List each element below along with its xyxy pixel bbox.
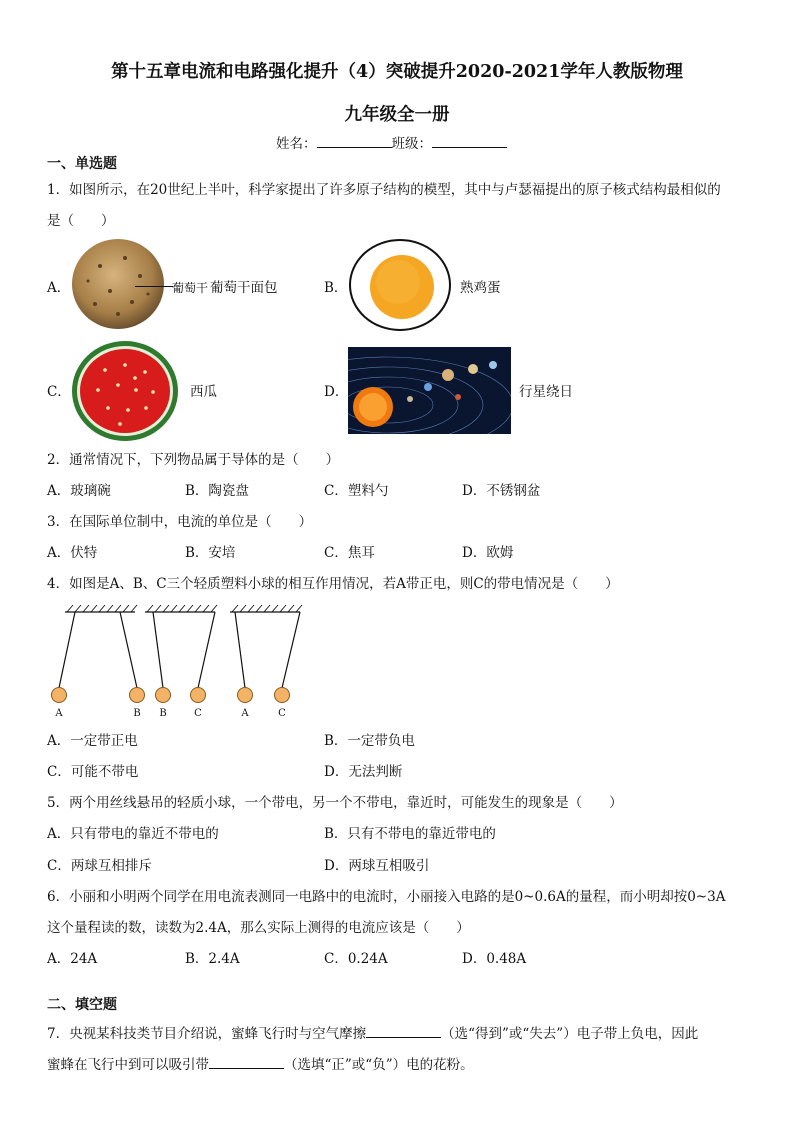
q4-option-c[interactable]: C．可能不带电	[47, 764, 139, 780]
q6-option-a[interactable]: A．24A	[47, 951, 98, 967]
solar-system-image	[348, 347, 511, 434]
q1-a-pointer-label: 葡萄干	[172, 281, 209, 295]
q6-option-b[interactable]: B．2.4A	[185, 951, 240, 967]
ball-label: A	[55, 708, 63, 719]
section-single-choice: 一、单选题	[47, 156, 117, 172]
section-fill-blank: 二、填空题	[47, 997, 117, 1013]
ball-label: B	[133, 708, 141, 719]
q2-option-d[interactable]: D．不锈钢盆	[462, 483, 541, 499]
q3-option-d[interactable]: D．欧姆	[462, 545, 514, 561]
q7-blank-2[interactable]	[209, 1054, 284, 1069]
raisin-bread-image	[70, 236, 175, 331]
q3-stem: 3．在国际单位制中，电流的单位是（ ）	[47, 514, 313, 530]
watermelon-image	[70, 340, 180, 442]
q2-option-b[interactable]: B．陶瓷盘	[185, 483, 249, 499]
q7-line2	[47, 1054, 474, 1074]
q6-stem-line2: 这个量程读的数，读数为2.4A，那么实际上测得的电流应该是（ ）	[47, 920, 470, 936]
name-blank[interactable]	[317, 133, 392, 148]
q5-option-b[interactable]: B．只有不带电的靠近带电的	[324, 826, 496, 842]
ball-label: A	[241, 708, 249, 719]
q7-blank-1[interactable]	[366, 1023, 441, 1038]
q7-text-3: 蜜蜂在飞行中到可以吸引带	[47, 1057, 209, 1073]
q1-option-c-caption: 西瓜	[190, 384, 217, 400]
q5-option-c[interactable]: C．两球互相排斥	[47, 858, 152, 874]
q1-stem-line2: 是（ ）	[47, 213, 115, 229]
q1-option-c-letter[interactable]: C．	[47, 384, 71, 400]
q7-line1	[47, 1023, 698, 1043]
q1-option-d-caption: 行星绕日	[519, 384, 573, 400]
ball-label: B	[159, 708, 167, 719]
q7-text-2: （选“得到”或“失去”）电子带上负电，因此	[441, 1026, 699, 1042]
title-line-2: 九年级全一册	[344, 105, 450, 125]
q5-option-d[interactable]: D．两球互相吸引	[324, 858, 430, 874]
q4-option-b[interactable]: B．一定带负电	[324, 733, 415, 749]
q1-option-d-letter[interactable]: D．	[324, 384, 349, 400]
q3-option-a[interactable]: A．伏特	[47, 545, 98, 561]
boiled-egg-image	[348, 237, 453, 332]
class-label: 班级：	[391, 136, 432, 152]
q6-option-d[interactable]: D．0.48A	[462, 951, 527, 967]
q2-stem: 2．通常情况下，下列物品属于导体的是（ ）	[47, 452, 340, 468]
q6-stem-line1: 6．小丽和小明两个同学在用电流表测同一电路中的电流时，小丽接入电路的是0~0.6A的量程，而小明却按0~3A	[47, 889, 726, 905]
q3-option-c[interactable]: C．焦耳	[324, 545, 375, 561]
q2-option-c[interactable]: C．塑料勺	[324, 483, 389, 499]
ball-label: C	[278, 708, 286, 719]
q4-option-a[interactable]: A．一定带正电	[47, 733, 138, 749]
q1-stem-line1: 1．如图所示，在20世纪上半叶，科学家提出了许多原子结构的模型，其中与卢瑟福提出的原子核式结构最相似的	[47, 182, 721, 198]
q4-option-d[interactable]: D．无法判断	[324, 764, 403, 780]
q5-stem: 5．两个用丝线悬吊的轻质小球，一个带电，另一个不带电，靠近时，可能发生的现象是（ ）	[47, 795, 623, 811]
student-info	[276, 133, 507, 153]
q2-option-a[interactable]: A．玻璃碗	[47, 483, 111, 499]
class-blank[interactable]	[432, 133, 507, 148]
q7-text-1: 7．央视某科技类节目介绍说，蜜蜂飞行时与空气摩擦	[47, 1026, 367, 1042]
name-label: 姓名：	[276, 136, 317, 152]
q1-option-b-caption: 熟鸡蛋	[460, 280, 501, 296]
pointer-line	[135, 286, 173, 287]
ball-label: C	[194, 708, 202, 719]
q4-stem: 4．如图是A、B、C三个轻质塑料小球的相互作用情况，若A带正电，则C的带电情况是（ ）	[47, 576, 619, 592]
q5-option-a[interactable]: A．只有带电的靠近不带电的	[47, 826, 219, 842]
title-line-1: 第十五章电流和电路强化提升（4）突破提升2020-2021学年人教版物理	[111, 62, 683, 82]
q1-option-b-letter[interactable]: B．	[324, 280, 348, 296]
q7-text-4: （选填“正”或“负”）电的花粉。	[284, 1057, 474, 1073]
q1-option-a-letter[interactable]: A．	[47, 280, 71, 296]
q3-option-b[interactable]: B．安培	[185, 545, 236, 561]
charged-balls-diagram	[45, 600, 315, 722]
q1-option-a-caption: 葡萄干面包	[210, 280, 278, 296]
q6-option-c[interactable]: C．0.24A	[324, 951, 388, 967]
